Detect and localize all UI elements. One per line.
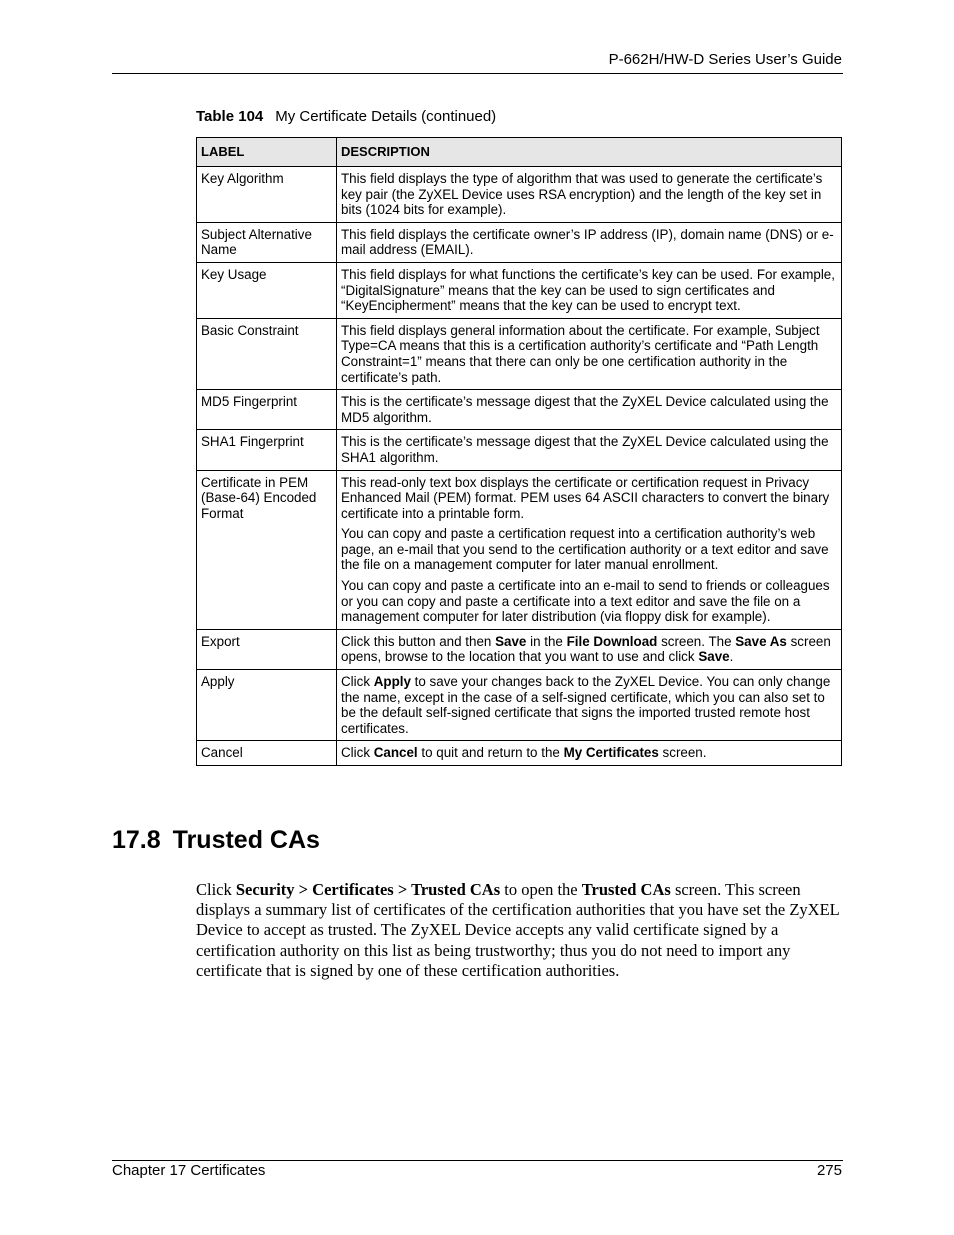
text-run: screen. The <box>657 633 736 649</box>
text-run: This field displays the certificate owner’s IP address (IP), domain name (DNS) or e-mail address (EMAIL). <box>341 226 834 258</box>
table-row <box>197 470 842 629</box>
column-header-description: DESCRIPTION <box>337 138 842 167</box>
table-row <box>197 167 842 223</box>
text-run: . <box>729 649 734 665</box>
bold-term: Save <box>698 649 730 665</box>
table-row <box>197 430 842 470</box>
description-paragraph <box>341 674 837 736</box>
bold-term: Cancel <box>373 745 418 761</box>
text-run: This field displays for what functions the certificate’s key can be used. For example, “DigitalSignature” means that the key can be used to sign certificates and “KeyEncipherment” means that the key can be used to encrypt text. <box>341 266 835 314</box>
row-label: Apply <box>197 670 337 741</box>
table-row <box>197 629 842 669</box>
row-description <box>337 167 842 223</box>
description-paragraph <box>341 526 837 573</box>
text-run: Click <box>341 674 374 690</box>
bold-term: Save As <box>735 633 787 649</box>
row-label: Cancel <box>197 741 337 766</box>
column-header-label: LABEL <box>197 138 337 167</box>
table-caption-title: My Certificate Details (continued) <box>275 108 497 125</box>
description-paragraph <box>341 578 837 625</box>
bold-term: Security > Certificates > Trusted CAs <box>235 880 501 899</box>
text-run: This field displays the type of algorithm that was used to generate the certificate’s key pair (the ZyXEL Device uses RSA encryption) and the length of the key set in bits (1024 bits for example). <box>341 171 823 218</box>
bold-term: Save <box>495 633 527 649</box>
row-description <box>337 318 842 389</box>
text-run: Click <box>196 880 236 899</box>
table-row <box>197 318 842 389</box>
table-row <box>197 262 842 318</box>
row-label: MD5 Fingerprint <box>197 390 337 430</box>
text-run: Click this button and then <box>341 633 496 649</box>
table-row <box>197 741 842 766</box>
table-row <box>197 670 842 741</box>
certificate-details-table <box>196 137 842 766</box>
text-run: Click <box>341 745 374 761</box>
row-label: Key Usage <box>197 262 337 318</box>
text-run: screen opens, browse to the location that you want to use and click <box>341 633 831 665</box>
text-run: to quit and return to the <box>417 745 564 761</box>
description-paragraph <box>341 475 837 522</box>
text-run: This is the certificate’s message digest that the ZyXEL Device calculated using the MD5 algorithm. <box>341 394 829 425</box>
row-description <box>337 222 842 262</box>
bold-term: File Download <box>566 633 658 649</box>
section-number: 17.8 <box>112 826 161 854</box>
text-run: You can copy and paste a certification request into a certification authority’s web page, an e-mail that you send to the certification authority or a text editor and save the file on a management computer for later manual enrollment. <box>341 526 829 573</box>
description-paragraph <box>341 171 837 218</box>
header-guide-title: P-662H/HW-D Series User’s Guide <box>608 51 842 68</box>
description-paragraph <box>341 394 837 425</box>
text-run: This read-only text box displays the certificate or certification request in Privacy Enhanced Mail (PEM) format. PEM uses 64 ASCII characters to convert the binary certificate into a printable form. <box>341 474 830 521</box>
text-run: to save your changes back to the ZyXEL Device. You can only change the name, except in the case of a self-signed certificate, which you can also set to be the default self-signed certificate that signs the imported trusted remote host certificates. <box>341 674 831 736</box>
description-paragraph <box>341 267 837 314</box>
row-label: SHA1 Fingerprint <box>197 430 337 470</box>
row-description <box>337 262 842 318</box>
text-run: screen. This screen displays a summary list of certificates of the certification authorities that you have set the ZyXEL Device to accept as trusted. The ZyXEL Device accepts any valid certificate signed by a certification authority on this list as being trustworthy; thus you do not need to import any certificate that is signed by one of these certification authorities. <box>196 880 840 980</box>
row-description <box>337 670 842 741</box>
row-description <box>337 741 842 766</box>
table-header-row <box>197 138 842 167</box>
table-caption <box>196 108 496 125</box>
text-run: This is the certificate’s message digest that the ZyXEL Device calculated using the SHA1 algorithm. <box>341 434 829 465</box>
description-paragraph <box>341 745 837 761</box>
description-paragraph <box>341 434 837 465</box>
row-label: Key Algorithm <box>197 167 337 223</box>
row-description <box>337 629 842 669</box>
row-label: Certificate in PEM (Base-64) Encoded Format <box>197 470 337 629</box>
section-title: Trusted CAs <box>172 826 320 854</box>
row-label: Export <box>197 629 337 669</box>
footer-page-number: 275 <box>816 1162 842 1179</box>
text-run: in the <box>526 633 567 649</box>
bold-term: Apply <box>373 674 411 690</box>
row-description <box>337 430 842 470</box>
section-paragraph <box>196 880 844 981</box>
footer-chapter: Chapter 17 Certificates <box>112 1162 266 1179</box>
description-paragraph <box>341 634 837 665</box>
table-row <box>197 222 842 262</box>
row-description <box>337 470 842 629</box>
table-row <box>197 390 842 430</box>
description-paragraph <box>341 323 837 385</box>
description-paragraph <box>341 227 837 258</box>
row-label: Subject Alternative Name <box>197 222 337 262</box>
footer-rule <box>112 1160 843 1161</box>
text-run: screen. <box>658 745 707 761</box>
bold-term: My Certificates <box>563 745 659 761</box>
text-run: This field displays general information about the certificate. For example, Subject Type=CA means that this is a certification authority’s certificate and “Path Length Constraint=1” means that there can only be one certification authority in the certificate’s path. <box>341 322 820 385</box>
bold-term: Trusted CAs <box>581 880 671 899</box>
table-body <box>197 167 842 766</box>
text-run: You can copy and paste a certificate into an e-mail to send to friends or colleagues or you can copy and paste a certificate into a text editor and save the file on a management computer for later distribution (via floppy disk for example). <box>341 578 830 625</box>
header-rule <box>112 73 843 74</box>
table-caption-number: Table 104 <box>196 108 264 125</box>
row-description <box>337 390 842 430</box>
section-heading <box>112 826 320 855</box>
row-label: Basic Constraint <box>197 318 337 389</box>
text-run: to open the <box>500 880 582 899</box>
